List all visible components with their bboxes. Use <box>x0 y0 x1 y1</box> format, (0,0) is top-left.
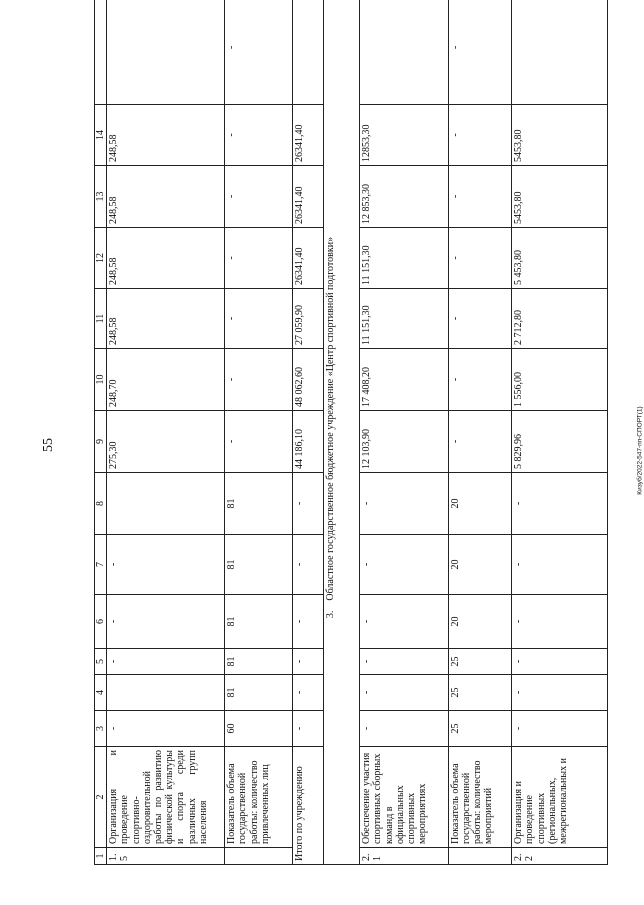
row-total-cell-4: - <box>292 675 323 711</box>
row-1-5-cell-14: 248,58 <box>107 105 225 166</box>
row-total-cell-9: 44 186,10 <box>292 411 323 473</box>
table-row-2-2 <box>512 0 608 865</box>
row-ind-1-cell-10: - <box>225 349 293 411</box>
row-2-1-cell-10: 17 408,20 <box>360 349 449 411</box>
row-ind-1-cell-3: 60 <box>225 711 293 747</box>
table-row-total <box>292 0 323 865</box>
row-total-cell-3: - <box>292 711 323 747</box>
row-1-5-cell-8 <box>107 473 225 535</box>
row-2-1-cell-13: 12 853,30 <box>360 166 449 228</box>
row-total-cell-8: - <box>292 473 323 535</box>
row-ind-2-num <box>448 848 511 865</box>
row-total-cell-7: - <box>292 535 323 595</box>
row-2-2-cell-5: - <box>512 649 608 675</box>
row-ind-1-cell-12: - <box>225 228 293 289</box>
row-2-2-cell-9: 5 829,96 <box>512 411 608 473</box>
row-1-5-cell-9: 275,30 <box>107 411 225 473</box>
row-2-1-cell-4: - <box>360 675 449 711</box>
col-9: 9 <box>95 411 107 473</box>
row-1-5-cell-5: - <box>107 649 225 675</box>
row-ind-2-cell-11: - <box>448 289 511 349</box>
row-2-1-cell-8: - <box>360 473 449 535</box>
table-row-indicator-1 <box>225 0 293 865</box>
row-2-2-cell-13: 5453,80 <box>512 166 608 228</box>
row-2-2-cell-extra <box>512 0 608 105</box>
page-number: 55 <box>41 438 56 452</box>
row-ind-1-cell-5: 81 <box>225 649 293 675</box>
column-number-row <box>95 0 107 865</box>
row-ind-1-cell-14: - <box>225 105 293 166</box>
row-1-5-cell-11: 248,58 <box>107 289 225 349</box>
row-2-2-cell-7: - <box>512 535 608 595</box>
row-ind-2-cell-13: - <box>448 166 511 228</box>
row-1-5-cell-13: 248,58 <box>107 166 225 228</box>
row-ind-2-cell-5: 25 <box>448 649 511 675</box>
row-2-2-name: Организация и проведение спортивных (региональных, межрегиональных и <box>512 747 608 848</box>
col-13: 13 <box>95 166 107 228</box>
row-2-1-cell-14: 12853,30 <box>360 105 449 166</box>
col-12: 12 <box>95 228 107 289</box>
section-number: 3. <box>324 610 336 619</box>
col-14: 14 <box>95 105 107 166</box>
row-2-1-cell-11: 11 151,30 <box>360 289 449 349</box>
row-total-cell-13: 26341,40 <box>292 166 323 228</box>
row-ind-2-cell-4: 25 <box>448 675 511 711</box>
row-2-2-cell-3: - <box>512 711 608 747</box>
row-2-2-cell-6: - <box>512 595 608 649</box>
row-1-5-num: 1.5 <box>107 848 225 865</box>
row-ind-2-cell-14: - <box>448 105 511 166</box>
col-11: 11 <box>95 289 107 349</box>
row-2-1-cell-9: 12 103,90 <box>360 411 449 473</box>
row-2-2-cell-8: - <box>512 473 608 535</box>
row-ind-1-cell-8: 81 <box>225 473 293 535</box>
row-ind-2-cell-10: - <box>448 349 511 411</box>
table-row-indicator-2 <box>448 0 511 865</box>
row-ind-1-name: Показатель объема государственной работы: количество привлеченных лиц <box>225 747 293 848</box>
row-total-cell-extra <box>292 0 323 105</box>
table-row-1-5 <box>107 0 225 865</box>
row-total-cell-10: 48 062,60 <box>292 349 323 411</box>
row-1-5-name: Организация и проведение спортивно-оздоровительной работы по развитию физической культуры и спорта среди различных групп населения <box>107 747 225 848</box>
row-2-2-cell-14: 5453,80 <box>512 105 608 166</box>
col-4: 4 <box>95 675 107 711</box>
row-1-5-cell-6: - <box>107 595 225 649</box>
rotated-table-wrapper <box>94 31 608 865</box>
row-ind-2-cell-7: 20 <box>448 535 511 595</box>
row-2-2-num: 2.2 <box>512 848 608 865</box>
row-1-5-cell-12: 248,58 <box>107 228 225 289</box>
row-ind-1-cell-11: - <box>225 289 293 349</box>
col-1: 1 <box>95 848 107 865</box>
row-2-1-cell-3: - <box>360 711 449 747</box>
section-text: Областное государственное бюджетное учреждение «Центр спортивной подготовки» <box>324 236 336 601</box>
row-total-cell-12: 26341,40 <box>292 228 323 289</box>
row-ind-1-cell-7: 81 <box>225 535 293 595</box>
col-3: 3 <box>95 711 107 747</box>
row-ind-1-cell-9: - <box>225 411 293 473</box>
row-2-1-cell-6: - <box>360 595 449 649</box>
row-total-cell-11: 27 059,90 <box>292 289 323 349</box>
row-2-2-cell-11: 2 712,80 <box>512 289 608 349</box>
row-total-name: Итого по учреждению <box>292 747 323 865</box>
row-2-2-cell-12: 5 453,80 <box>512 228 608 289</box>
section-title <box>323 0 359 865</box>
row-total-cell-14: 26341,40 <box>292 105 323 166</box>
row-1-5-cell-extra <box>107 0 225 105</box>
col-5: 5 <box>95 649 107 675</box>
row-ind-2-name: Показатель объема государственной работы: количество мероприятий <box>448 747 511 848</box>
col-8: 8 <box>95 473 107 535</box>
col-6: 6 <box>95 595 107 649</box>
row-ind-2-cell-3: 25 <box>448 711 511 747</box>
table-row-2-1 <box>360 0 449 865</box>
row-ind-2-cell-12: - <box>448 228 511 289</box>
col-7: 7 <box>95 535 107 595</box>
row-ind-2-cell-extra: - <box>448 0 511 105</box>
row-1-5-cell-10: 248,70 <box>107 349 225 411</box>
row-1-5-cell-3: - <box>107 711 225 747</box>
row-2-1-name: Обеспечение участия спортивных сборных команд в официальных спортивных мероприятиях <box>360 747 449 848</box>
row-1-5-cell-7: - <box>107 535 225 595</box>
row-2-1-num: 2.1 <box>360 848 449 865</box>
row-ind-1-cell-6: 81 <box>225 595 293 649</box>
row-2-2-cell-4: - <box>512 675 608 711</box>
row-2-1-cell-5: - <box>360 649 449 675</box>
row-ind-1-cell-extra: - <box>225 0 293 105</box>
col-10: 10 <box>95 349 107 411</box>
row-2-2-cell-10: 1 556,00 <box>512 349 608 411</box>
row-ind-2-cell-6: 20 <box>448 595 511 649</box>
row-ind-2-cell-9: - <box>448 411 511 473</box>
row-total-cell-6: - <box>292 595 323 649</box>
row-ind-1-cell-13: - <box>225 166 293 228</box>
col-2: 2 <box>95 747 107 848</box>
footer-code: Кизуб/2022-547-пп-СПОРТ(1) <box>636 406 644 495</box>
budget-table <box>94 0 608 865</box>
row-1-5-cell-4 <box>107 675 225 711</box>
section-row <box>323 0 359 865</box>
row-2-1-cell-12: 11 151,30 <box>360 228 449 289</box>
row-ind-2-cell-8: 20 <box>448 473 511 535</box>
col-extra <box>95 0 107 105</box>
row-total-cell-5: - <box>292 649 323 675</box>
row-2-1-cell-extra <box>360 0 449 105</box>
row-ind-1-cell-4: 81 <box>225 675 293 711</box>
row-ind-1-num <box>225 848 293 865</box>
row-2-1-cell-7: - <box>360 535 449 595</box>
